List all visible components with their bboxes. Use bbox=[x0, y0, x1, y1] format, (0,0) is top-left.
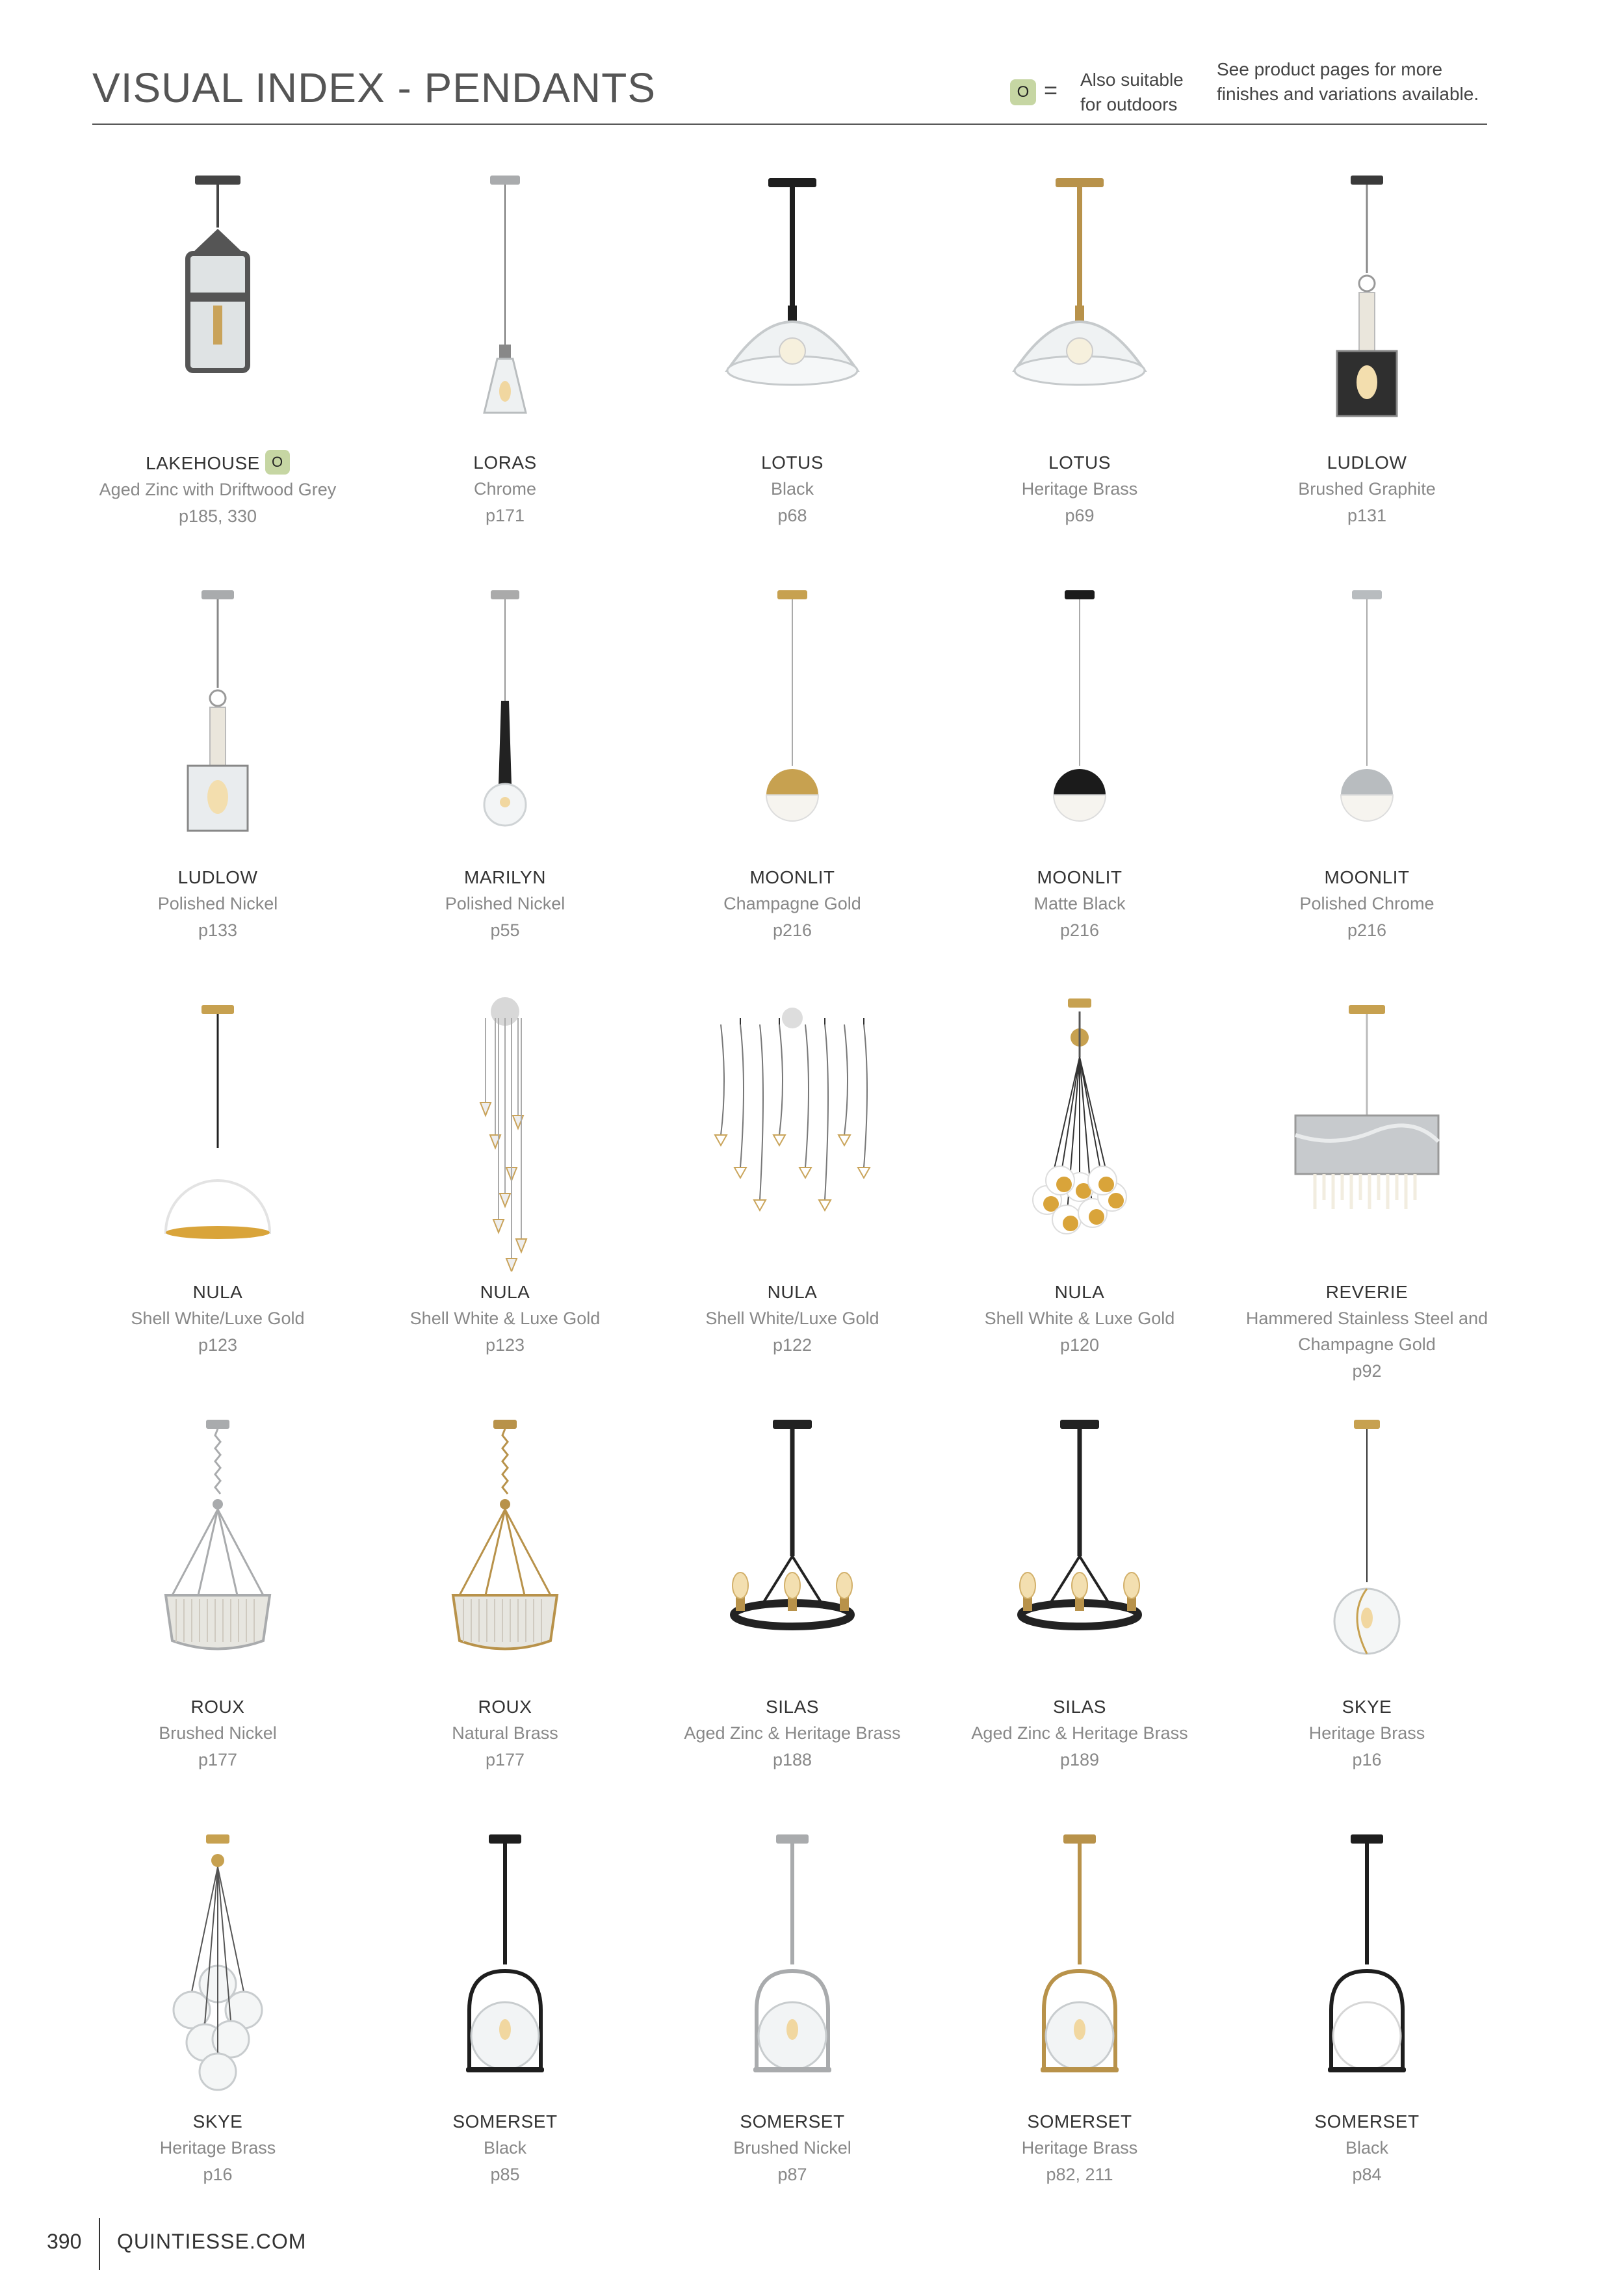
product-label bbox=[649, 865, 936, 944]
product-finish: Heritage Brass bbox=[1021, 2138, 1138, 2158]
product-name-text: MARILYN bbox=[464, 867, 546, 887]
product-finish: Heritage Brass bbox=[159, 2138, 276, 2158]
ring-chandelier-icon bbox=[695, 1400, 890, 1686]
product-finish: Shell White & Luxe Gold bbox=[409, 1309, 601, 1328]
outdoor-badge-icon: O bbox=[265, 450, 290, 475]
product-card bbox=[74, 1400, 361, 1815]
product-name-text: SOMERSET bbox=[452, 2111, 558, 2132]
product-label bbox=[936, 450, 1223, 529]
product-page-ref: p69 bbox=[1065, 506, 1095, 525]
bell-glass-pendant-icon bbox=[408, 156, 603, 442]
product-page-ref: p16 bbox=[1352, 1750, 1382, 1769]
product-name bbox=[1223, 865, 1511, 891]
product-name-text: SOMERSET bbox=[1027, 2111, 1132, 2132]
header-divider bbox=[92, 124, 1487, 125]
cluster-pendant-icon bbox=[982, 985, 1177, 1272]
product-page-ref: p120 bbox=[1059, 1335, 1100, 1355]
product-finish: Black bbox=[1345, 2138, 1389, 2158]
product-finish: Brushed Nickel bbox=[733, 2138, 851, 2158]
product-name-text: MOONLIT bbox=[749, 867, 835, 887]
page-title: VISUAL INDEX - PENDANTS bbox=[92, 64, 656, 111]
product-name bbox=[1223, 450, 1511, 476]
product-finish: Shell White & Luxe Gold bbox=[984, 1309, 1175, 1328]
product-page-ref: p85 bbox=[490, 2165, 520, 2184]
product-finish: Brushed Nickel bbox=[159, 1723, 277, 1743]
product-page-ref: p133 bbox=[198, 920, 238, 940]
product-label bbox=[361, 865, 649, 944]
product-name-text: ROUX bbox=[478, 1697, 532, 1717]
product-label bbox=[649, 450, 936, 529]
product-card bbox=[936, 1400, 1223, 1815]
product-name bbox=[1223, 1279, 1511, 1305]
product-label bbox=[1223, 865, 1511, 944]
product-card bbox=[1223, 1400, 1511, 1815]
dome-pendant-icon bbox=[120, 985, 315, 1272]
product-page-ref: p189 bbox=[1059, 1750, 1100, 1769]
product-name bbox=[74, 1694, 361, 1720]
product-page-ref: p171 bbox=[485, 506, 525, 525]
legend-text-line-2: for outdoors bbox=[1080, 94, 1178, 114]
product-card bbox=[1223, 156, 1511, 571]
product-card bbox=[1223, 985, 1511, 1400]
product-page-ref: p82, 211 bbox=[1046, 2165, 1113, 2184]
product-name bbox=[361, 450, 649, 476]
page-number: 390 bbox=[47, 2230, 82, 2253]
dome-glass-pendant-icon bbox=[695, 156, 890, 442]
panel-pendant-icon bbox=[1269, 156, 1464, 442]
product-name bbox=[649, 1694, 936, 1720]
product-label bbox=[361, 1279, 649, 1359]
product-name-text: SKYE bbox=[1342, 1697, 1392, 1717]
product-card bbox=[361, 156, 649, 571]
product-page-ref: p92 bbox=[1352, 1361, 1382, 1381]
product-finish: Polished Chrome bbox=[1299, 894, 1435, 913]
drum-crystal-pendant-icon bbox=[1269, 985, 1464, 1272]
product-label bbox=[74, 1279, 361, 1359]
product-label bbox=[936, 2109, 1223, 2188]
product-page-ref: p55 bbox=[490, 920, 520, 940]
product-page-ref: p123 bbox=[485, 1335, 525, 1355]
product-page-ref: p16 bbox=[203, 2165, 233, 2184]
product-label bbox=[1223, 450, 1511, 529]
product-label bbox=[1223, 1694, 1511, 1773]
product-finish: Black bbox=[770, 479, 814, 499]
product-name bbox=[74, 450, 361, 476]
outdoor-badge-icon: O bbox=[1010, 79, 1036, 105]
clear-globe-pendant-icon bbox=[1269, 1400, 1464, 1686]
product-name bbox=[361, 2109, 649, 2135]
arch-opal-pendant-icon bbox=[1269, 1815, 1464, 2101]
product-label bbox=[1223, 1279, 1511, 1385]
product-name-text: LOTUS bbox=[761, 452, 824, 473]
product-label bbox=[936, 1279, 1223, 1359]
globe-cluster-pendant-icon bbox=[120, 1815, 315, 2101]
product-name-text: LORAS bbox=[473, 452, 537, 473]
product-name bbox=[649, 2109, 936, 2135]
product-name-text: SILAS bbox=[1053, 1697, 1106, 1717]
lantern-pendant-icon bbox=[120, 156, 315, 442]
legend-text bbox=[1080, 68, 1223, 117]
cage-glass-pendant-icon bbox=[120, 1400, 315, 1686]
product-card bbox=[936, 156, 1223, 571]
product-finish: Hammered Stainless Steel and Champagne Gold bbox=[1245, 1309, 1488, 1354]
product-finish: Chrome bbox=[473, 479, 537, 499]
product-label bbox=[936, 865, 1223, 944]
product-finish: Black bbox=[483, 2138, 527, 2158]
product-page-ref: p188 bbox=[772, 1750, 812, 1769]
product-name bbox=[936, 1279, 1223, 1305]
product-name bbox=[649, 450, 936, 476]
product-card bbox=[936, 1815, 1223, 2230]
product-card bbox=[74, 156, 361, 571]
note-line-1: See product pages for more bbox=[1217, 59, 1443, 79]
product-label bbox=[361, 1694, 649, 1773]
site-url: QUINTIESSE.COM bbox=[117, 2230, 307, 2253]
product-name-text: NULA bbox=[1054, 1282, 1105, 1302]
product-page-ref: p177 bbox=[198, 1750, 238, 1769]
product-finish: Shell White/Luxe Gold bbox=[131, 1309, 305, 1328]
product-label bbox=[74, 865, 361, 944]
product-page-ref: p216 bbox=[1059, 920, 1100, 940]
legend-text-line-1: Also suitable bbox=[1080, 70, 1184, 90]
product-label bbox=[649, 1694, 936, 1773]
product-name bbox=[936, 2109, 1223, 2135]
product-name-text: NULA bbox=[192, 1282, 243, 1302]
product-finish: Brushed Graphite bbox=[1298, 479, 1436, 499]
cascade-pendant-icon bbox=[408, 985, 603, 1272]
product-card bbox=[649, 985, 936, 1400]
product-label bbox=[361, 450, 649, 529]
product-finish: Aged Zinc & Heritage Brass bbox=[971, 1723, 1188, 1743]
product-name-text: LUDLOW bbox=[177, 867, 258, 887]
product-finish: Aged Zinc with Driftwood Grey bbox=[99, 480, 337, 499]
product-finish: Heritage Brass bbox=[1308, 1723, 1425, 1743]
outdoor-legend bbox=[919, 61, 1184, 114]
product-finish: Matte Black bbox=[1033, 894, 1126, 913]
product-finish: Champagne Gold bbox=[723, 894, 861, 913]
product-label bbox=[74, 1694, 361, 1773]
product-card bbox=[649, 1815, 936, 2230]
ring-chandelier-icon bbox=[982, 1400, 1177, 1686]
product-name bbox=[1223, 2109, 1511, 2135]
note-line-2: finishes and variations available. bbox=[1217, 84, 1479, 104]
product-card bbox=[361, 985, 649, 1400]
product-card bbox=[649, 571, 936, 985]
product-name-text: MOONLIT bbox=[1324, 867, 1410, 887]
product-name bbox=[649, 865, 936, 891]
multi-drop-pendant-icon bbox=[695, 985, 890, 1272]
product-card bbox=[1223, 1815, 1511, 2230]
product-name bbox=[361, 865, 649, 891]
product-name bbox=[361, 1694, 649, 1720]
product-label bbox=[649, 1279, 936, 1359]
page-header bbox=[92, 52, 1487, 125]
product-name-text: SOMERSET bbox=[1314, 2111, 1420, 2132]
cone-globe-pendant-icon bbox=[408, 571, 603, 857]
product-name-text: SILAS bbox=[766, 1697, 819, 1717]
product-finish: Polished Nickel bbox=[445, 894, 565, 913]
product-card bbox=[74, 571, 361, 985]
product-card bbox=[74, 1815, 361, 2230]
legend-equals: = bbox=[1044, 77, 1058, 103]
product-card bbox=[361, 1400, 649, 1815]
product-card bbox=[361, 1815, 649, 2230]
cage-glass-pendant-icon bbox=[408, 1400, 603, 1686]
product-name bbox=[361, 1279, 649, 1305]
product-name-text: LOTUS bbox=[1048, 452, 1111, 473]
product-name bbox=[936, 1694, 1223, 1720]
product-name-text: ROUX bbox=[190, 1697, 245, 1717]
product-card bbox=[74, 985, 361, 1400]
globe-pendant-icon bbox=[982, 571, 1177, 857]
product-finish: Shell White/Luxe Gold bbox=[705, 1309, 879, 1328]
product-page-ref: p87 bbox=[777, 2165, 807, 2184]
product-name-text: MOONLIT bbox=[1037, 867, 1123, 887]
product-card bbox=[1223, 571, 1511, 985]
product-finish: Heritage Brass bbox=[1021, 479, 1138, 499]
globe-pendant-icon bbox=[695, 571, 890, 857]
product-label bbox=[74, 450, 361, 530]
arch-globe-pendant-icon bbox=[982, 1815, 1177, 2101]
product-card bbox=[649, 156, 936, 571]
product-name-text: NULA bbox=[480, 1282, 530, 1302]
product-name-text: SKYE bbox=[192, 2111, 243, 2132]
arch-globe-pendant-icon bbox=[408, 1815, 603, 2101]
product-label bbox=[74, 2109, 361, 2188]
product-page-ref: p177 bbox=[485, 1750, 525, 1769]
footer-divider bbox=[99, 2218, 100, 2270]
product-page-ref: p84 bbox=[1352, 2165, 1382, 2184]
product-label bbox=[936, 1694, 1223, 1773]
product-name bbox=[74, 2109, 361, 2135]
product-name bbox=[1223, 1694, 1511, 1720]
product-page-ref: p122 bbox=[772, 1335, 812, 1355]
arch-globe-pendant-icon bbox=[695, 1815, 890, 2101]
product-card bbox=[936, 985, 1223, 1400]
product-name bbox=[74, 1279, 361, 1305]
product-finish: Polished Nickel bbox=[157, 894, 278, 913]
dome-glass-pendant-icon bbox=[982, 156, 1177, 442]
variations-note bbox=[1217, 57, 1490, 107]
product-name-text: LAKEHOUSE bbox=[146, 453, 260, 473]
product-page-ref: p123 bbox=[198, 1335, 238, 1355]
product-name-text: REVERIE bbox=[1325, 1282, 1409, 1302]
product-card bbox=[936, 571, 1223, 985]
product-label bbox=[649, 2109, 936, 2188]
product-page-ref: p185, 330 bbox=[178, 506, 257, 526]
product-page-ref: p131 bbox=[1347, 506, 1387, 525]
product-page-ref: p68 bbox=[777, 506, 807, 525]
product-label bbox=[361, 2109, 649, 2188]
product-card bbox=[649, 1400, 936, 1815]
product-finish: Aged Zinc & Heritage Brass bbox=[684, 1723, 901, 1743]
product-finish: Natural Brass bbox=[452, 1723, 558, 1743]
product-page-ref: p216 bbox=[1347, 920, 1387, 940]
product-label bbox=[1223, 2109, 1511, 2188]
product-name-text: NULA bbox=[767, 1282, 818, 1302]
product-card bbox=[361, 571, 649, 985]
product-page-ref: p216 bbox=[772, 920, 812, 940]
globe-pendant-icon bbox=[1269, 571, 1464, 857]
product-name bbox=[936, 450, 1223, 476]
product-name-text: SOMERSET bbox=[740, 2111, 845, 2132]
product-name bbox=[649, 1279, 936, 1305]
product-name bbox=[936, 865, 1223, 891]
panel-pendant-icon bbox=[120, 571, 315, 857]
product-name-text: LUDLOW bbox=[1327, 452, 1407, 473]
product-name bbox=[74, 865, 361, 891]
